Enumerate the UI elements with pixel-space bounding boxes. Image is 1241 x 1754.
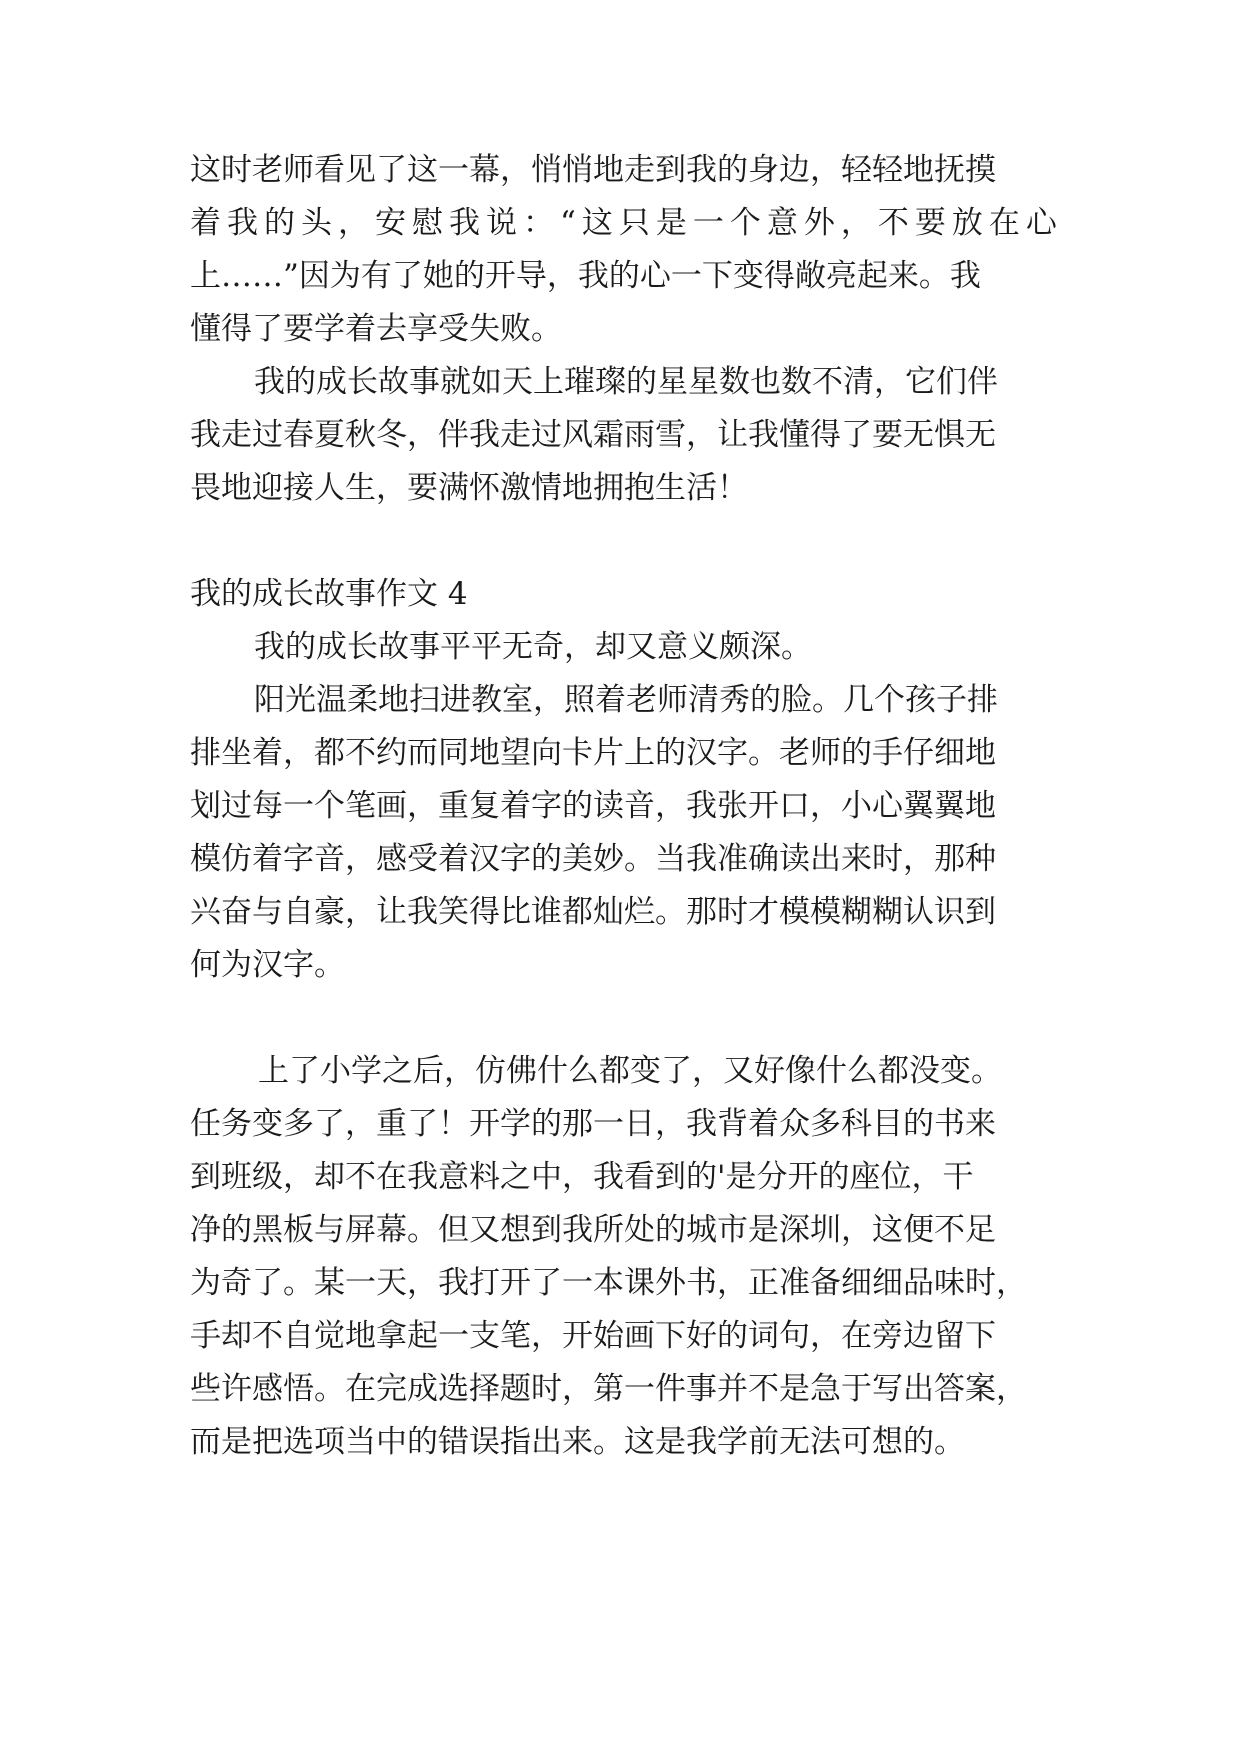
text-line: 些许感悟。在完成选择题时，第一件事并不是急于写出答案， [190, 1371, 1027, 1407]
text-line: 划过每一个笔画，重复着字的读音，我张开口，小心翼翼地 [190, 788, 996, 824]
text-line: 兴奋与自豪，让我笑得比谁都灿烂。那时才模模糊糊认识到 [190, 894, 996, 930]
text-line: 这时老师看见了这一幕，悄悄地走到我的身边，轻轻地抚摸 [190, 152, 996, 188]
text-line: 上……”因为有了她的开导，我的心一下变得敞亮起来。我 [190, 258, 981, 294]
text-line: 我的成长故事平平无奇，却又意义颇深。 [254, 629, 812, 665]
text-line: 我走过春夏秋冬，伴我走过风霜雨雪，让我懂得了要无惧无 [190, 417, 996, 453]
section-heading: 我的成长故事作文 4 [190, 576, 468, 612]
text-line: 排坐着，都不约而同地望向卡片上的汉字。老师的手仔细地 [190, 735, 996, 771]
text-line: 懂得了要学着去享受失败。 [190, 311, 562, 347]
text-line: 为奇了。某一天，我打开了一本课外书，正准备细细品味时， [190, 1265, 1027, 1301]
text-line: 而是把选项当中的错误指出来。这是我学前无法可想的。 [190, 1424, 965, 1460]
text-line: 手却不自觉地拿起一支笔，开始画下好的词句，在旁边留下 [190, 1318, 996, 1354]
text-line: 何为汉字。 [190, 947, 345, 983]
text-line: 到班级，却不在我意料之中，我看到的'是分开的座位，干 [190, 1159, 974, 1195]
text-line: 着我的头，安慰我说：“这只是一个意外，不要放在心 [190, 205, 1063, 241]
text-line: 畏地迎接人生，要满怀激情地拥抱生活！ [190, 470, 748, 506]
text-line: 模仿着字音，感受着汉字的美妙。当我准确读出来时，那种 [190, 841, 996, 877]
text-line: 上了小学之后，仿佛什么都变了，又好像什么都没变。 [258, 1053, 1002, 1089]
text-line: 我的成长故事就如天上璀璨的星星数也数不清，它们伴 [254, 364, 998, 400]
text-line: 任务变多了，重了！开学的那一日，我背着众多科目的书来 [190, 1106, 996, 1142]
text-line: 阳光温柔地扫进教室，照着老师清秀的脸。几个孩子排 [254, 682, 998, 718]
text-line: 净的黑板与屏幕。但又想到我所处的城市是深圳，这便不足 [190, 1212, 996, 1248]
